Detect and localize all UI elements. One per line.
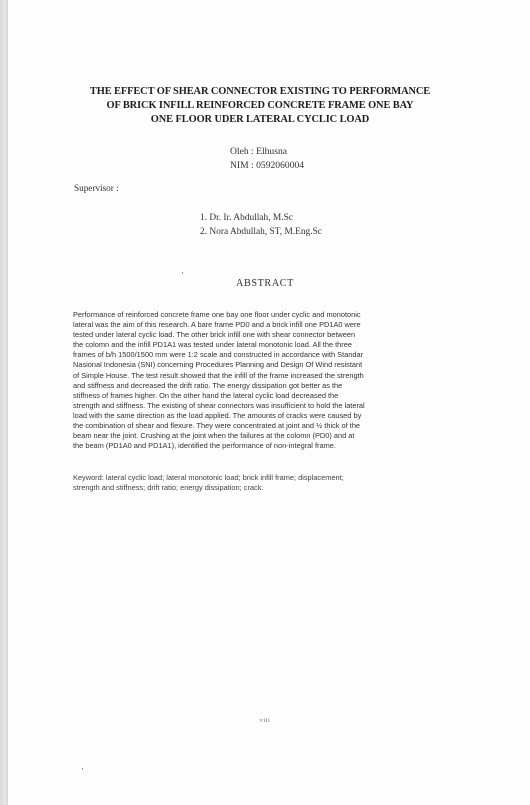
- keyword-line: Keyword: lateral cyclic load; lateral monotonic load; brick infill frame; displacement;: [73, 473, 344, 482]
- abstract-line: stiffness of frames higher. On the other hand the lateral cyclic load decreased the: [73, 390, 339, 400]
- page-edge: [0, 0, 8, 805]
- author-block: [230, 145, 304, 173]
- supervisor-label: Supervisor :: [74, 183, 119, 193]
- author-name: Oleh : Elhusna: [230, 146, 288, 157]
- scan-speck: [182, 272, 183, 274]
- page-number: viii: [259, 717, 271, 724]
- abstract-line: the colomn and the infill PD1A1 was tested under lateral monotonic load. All the three: [73, 340, 352, 350]
- scan-speck: [82, 768, 83, 770]
- title-line-1: THE EFFECT OF SHEAR CONNECTOR EXISTING TO PERFORMANCE: [89, 86, 431, 97]
- supervisor-2: 2. Nora Abdullah, ST, M.Eng.Sc: [200, 227, 322, 237]
- abstract-line: of Simple House. The test result showed that the infill of the frame increased the strength: [73, 370, 364, 380]
- abstract-line: the combination of shear and flexure. They were concentrated at joint and ½ thick of the: [73, 421, 361, 431]
- abstract-line: tested under lateral cyclic load. The other brick infill one with shear connector between: [73, 330, 356, 340]
- paper-title: [50, 85, 470, 127]
- abstract-line: lateral was the aim of this research. A bare frame PD0 and a brick infill one PD1A0 were: [73, 320, 361, 330]
- abstract-line: strength and stiffness. The existing of shear connectors was insufficient to hold the lateral: [73, 400, 365, 410]
- author-nim: NIM : 0592060004: [230, 160, 305, 171]
- abstract-line: frames of b/h 1500/1500 mm were 1:2 scale and constructed in accordance with Standar: [73, 350, 364, 360]
- title-line-2: OF BRICK INFILL REINFORCED CONCRETE FRAME ONE BAY: [106, 100, 414, 111]
- abstract-line: Performance of reinforced concrete frame one bay one floor under cyclic and monotonic: [73, 310, 361, 319]
- abstract-line: load with the same direction as the load applied. The amounts of cracks were caused by: [73, 410, 362, 420]
- abstract-body: [73, 310, 468, 451]
- supervisor-list: [200, 211, 322, 239]
- title-line-3: ONE FLOOR UDER LATERAL CYCLIC LOAD: [150, 114, 370, 125]
- abstract-line: the beam (PD1A0 and PD1A1), identified the performance of non-integral frame.: [73, 441, 336, 451]
- keywords: [73, 473, 468, 493]
- supervisor-1: 1. Dr. Ir. Abdullah, M.Sc: [200, 213, 293, 223]
- keyword-line: strength and stiffness; drift ratio; energy dissipation; crack.: [73, 483, 264, 493]
- abstract-line: and stiffness and decreased the drift ratio. The energy dissipation got better as the: [73, 380, 343, 390]
- abstract-heading: ABSTRACT: [235, 278, 294, 289]
- abstract-line: beam near the joint. Crushing at the joint when the failures at the colomn (PD0) and at: [73, 431, 355, 441]
- abstract-line: Nasional Indonesia (SNI) concerning Procedures Planning and Design Of Wind resistant: [73, 360, 363, 370]
